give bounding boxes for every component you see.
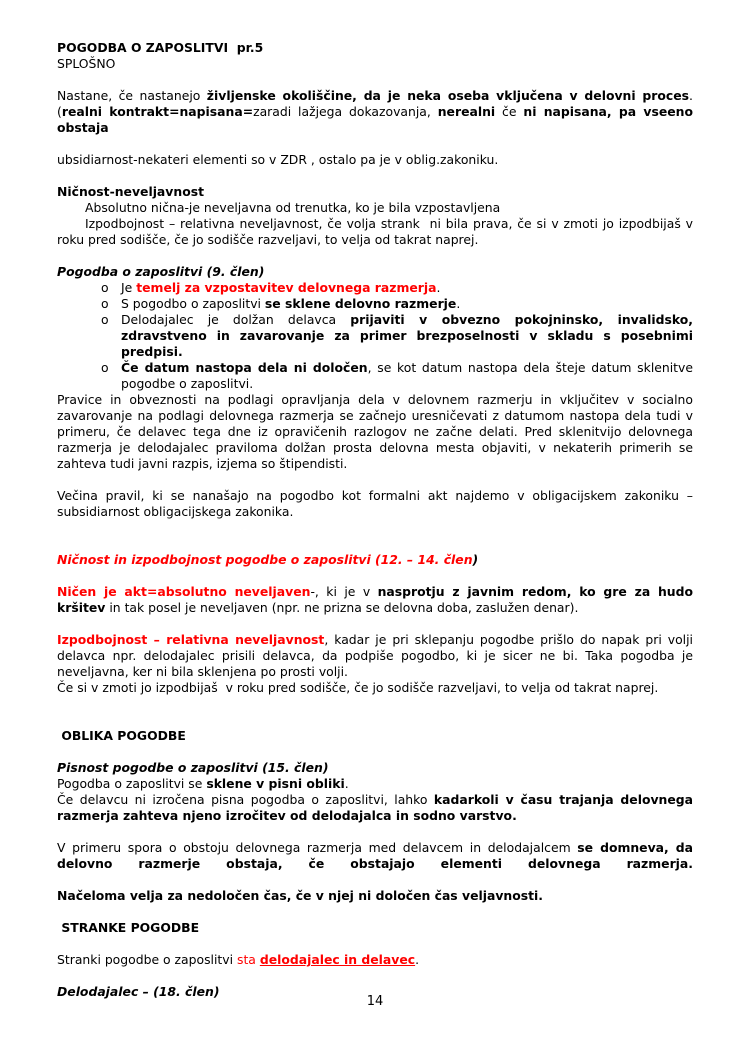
blank-line xyxy=(57,536,693,552)
doc-title xyxy=(57,40,693,56)
text-run: Pogodba o zaposlitvi (9. člen) xyxy=(57,264,265,279)
paragraph xyxy=(57,680,693,696)
document-body xyxy=(57,40,693,1000)
text-run: Stranki pogodbe o zaposlitvi xyxy=(57,952,237,967)
section-heading xyxy=(57,760,693,776)
text-run: nerealni xyxy=(437,104,496,119)
text-run: Pogodba o zaposlitvi se xyxy=(57,776,207,791)
paragraph xyxy=(57,152,693,168)
section-heading xyxy=(57,264,693,280)
blank-line xyxy=(57,824,693,840)
blank-line xyxy=(57,248,693,264)
section-heading xyxy=(57,184,693,200)
section-heading xyxy=(57,552,693,568)
text-run: prijaviti v obvezno pokojninsko, invalidsko, zdravstveno in zavarovanje za primer brezposelnosti v skladu s posebnimi predpisi. xyxy=(121,312,693,359)
text-run: Absolutno nična-je neveljavna od trenutka, ko je bila vzpostavljena xyxy=(85,200,501,215)
text-run: zaradi lažjega dokazovanja, xyxy=(253,104,438,119)
text-run: temelj za vzpostavitev delovnega razmerja xyxy=(136,280,437,295)
paragraph xyxy=(57,840,693,872)
text-run: Izpodbojnost – relativna neveljavnost, če volja strank ni bila prava, če si v zmoti jo izpodbijaš v roku pred sodišče, če jo sodišče razveljavi, to velja od takrat naprej. xyxy=(57,216,693,247)
list-item xyxy=(57,360,693,392)
text-run: Ničen je akt=absolutno neveljaven xyxy=(57,584,311,599)
paragraph xyxy=(57,216,693,248)
text-run: .( xyxy=(57,88,693,119)
paragraph xyxy=(57,88,693,136)
paragraph xyxy=(57,392,693,472)
list-item-text xyxy=(121,360,693,392)
text-run: sta xyxy=(236,952,260,967)
text-run: V primeru spora o obstoju delovnega razmerja med delavcem in delodajalcem xyxy=(57,840,578,855)
blank-line xyxy=(57,136,693,152)
bullet-marker: o xyxy=(101,296,109,311)
blank-line xyxy=(57,968,693,984)
blank-line xyxy=(57,568,693,584)
text-run: realni kontrakt=napisana= xyxy=(61,104,254,119)
text-run: Nastane, če nastanejo xyxy=(57,88,207,103)
text-run: Če si v zmoti jo izpodbijaš v roku pred sodišče, če jo sodišče razveljavi, to velja od takrat naprej. xyxy=(57,680,659,695)
paragraph xyxy=(57,952,693,968)
list-item-text xyxy=(121,280,693,296)
blank-line xyxy=(57,744,693,760)
list-item-text xyxy=(121,296,693,312)
blank-line xyxy=(57,904,693,920)
blank-line xyxy=(57,936,693,952)
text-run: Ničnost-neveljavnost xyxy=(57,184,205,199)
paragraph xyxy=(57,888,693,904)
paragraph xyxy=(57,584,693,616)
text-run: . xyxy=(456,296,461,311)
text-run: in tak posel je neveljaven (npr. ne prizna se delovna doba, zaslužen denar). xyxy=(105,600,579,615)
text-run: kadarkoli v času trajanja delovnega razmerja zahteva njeno izročitev od delodajalca in sodno varstvo. xyxy=(57,792,694,823)
text-run: Delodajalec – (18. člen) xyxy=(57,984,220,999)
text-run: OBLIKA POGODBE xyxy=(57,728,186,743)
paragraph xyxy=(57,776,693,792)
text-run: Pisnost pogodbe o zaposlitvi (15. člen) xyxy=(57,760,329,775)
text-run: Če datum nastopa dela ni določen xyxy=(121,360,368,375)
text-run: se sklene delovno razmerje xyxy=(264,296,457,311)
bullet-marker: o xyxy=(101,360,109,375)
blank-line xyxy=(57,72,693,88)
text-run: nasprotju z javnim redom, ko gre za hudo kršitev xyxy=(57,584,693,615)
blank-line xyxy=(57,472,693,488)
blank-line xyxy=(57,616,693,632)
blank-line xyxy=(57,168,693,184)
text-run: Pravice in obveznosti na podlagi opravljanja dela v delovnem razmerju in vključitev v socialno zavarovanje na podlagi delovnega razmerja se začnejo uresničevati z datumom nastopa dela tudi v primeru, če delavec tega dne iz opravičenih razlogov ne začne delati. Pred sklenitvijo delovnega razmerja je delodajalec praviloma dolžan prosta delovna mesta objaviti, v nekaterih primerih se zahteva tudi javni razpis, izjema so štipendisti. xyxy=(57,392,693,471)
text-run: . xyxy=(436,280,441,295)
paragraph xyxy=(57,200,693,216)
text-run: -, ki je v xyxy=(310,584,378,599)
blank-line xyxy=(57,520,693,536)
text-run: Delodajalec je dolžan delavca xyxy=(121,312,351,327)
text-run: Izpodbojnost – relativna neveljavnost xyxy=(57,632,325,647)
text-run: ubsidiarnost-nekateri elementi so v ZDR , ostalo pa je v oblig.zakoniku. xyxy=(57,152,499,167)
text-run: sklene v pisni obliki xyxy=(206,776,345,791)
text-run: , se kot datum nastopa dela šteje datum sklenitve pogodbe o zaposlitvi. xyxy=(121,360,693,391)
paragraph xyxy=(57,488,693,520)
doc-subtitle xyxy=(57,56,693,72)
text-run: se domneva, da delovno razmerje obstaja, če obstajajo elementi delovnega razmerja. xyxy=(57,840,693,871)
text-run: SPLOŠNO xyxy=(57,56,116,71)
bullet-marker: o xyxy=(101,312,109,327)
blank-line xyxy=(57,712,693,728)
text-run: če xyxy=(495,104,524,119)
list-item xyxy=(57,280,693,296)
text-run: življenske okoliščine, da je neka oseba vključena v delovni proces xyxy=(206,88,690,103)
bullet-marker: o xyxy=(101,280,109,295)
text-run: ) xyxy=(472,552,479,567)
section-heading xyxy=(57,920,693,936)
text-run: . xyxy=(415,952,420,967)
text-run: , kadar je pri sklepanju pogodbe prišlo do napak pri volji delavca npr. delodajalec prisili delavca, da podpiše pogodbo, ki je sicer ne bi. Taka pogodba je neveljavna, ker ni bila sklenjena po prosti volji. xyxy=(57,632,693,679)
text-run: Če delavcu ni izročena pisna pogodba o zaposlitvi, lahko xyxy=(57,792,434,807)
text-run: S pogodbo o zaposlitvi xyxy=(121,296,265,311)
page-number: 14 xyxy=(366,994,384,1009)
text-run: Ničnost in izpodbojnost pogodbe o zaposlitvi (12. – 14. člen xyxy=(57,552,473,567)
text-run: . xyxy=(344,776,349,791)
text-run: Večina pravil, ki se nanašajo na pogodbo kot formalni akt najdemo v obligacijskem zakoniku – subsidiarnost obligacijskega zakonika. xyxy=(57,488,693,519)
list-item xyxy=(57,312,693,360)
list-item xyxy=(57,296,693,312)
blank-line xyxy=(57,696,693,712)
text-run: delodajalec in delavec xyxy=(259,952,416,967)
text-run: ni napisana, pa vseeno obstaja xyxy=(57,104,693,135)
text-run: STRANKE POGODBE xyxy=(57,920,200,935)
text-run: Načeloma velja za nedoločen čas, če v njej ni določen čas veljavnosti. xyxy=(57,888,543,903)
list-item-text xyxy=(121,312,693,360)
paragraph xyxy=(57,632,693,680)
blank-line xyxy=(57,872,693,888)
paragraph xyxy=(57,792,693,824)
text-run: POGODBA O ZAPOSLITVI pr.5 xyxy=(57,40,264,55)
section-heading xyxy=(57,728,693,744)
text-run: Je xyxy=(121,280,137,295)
